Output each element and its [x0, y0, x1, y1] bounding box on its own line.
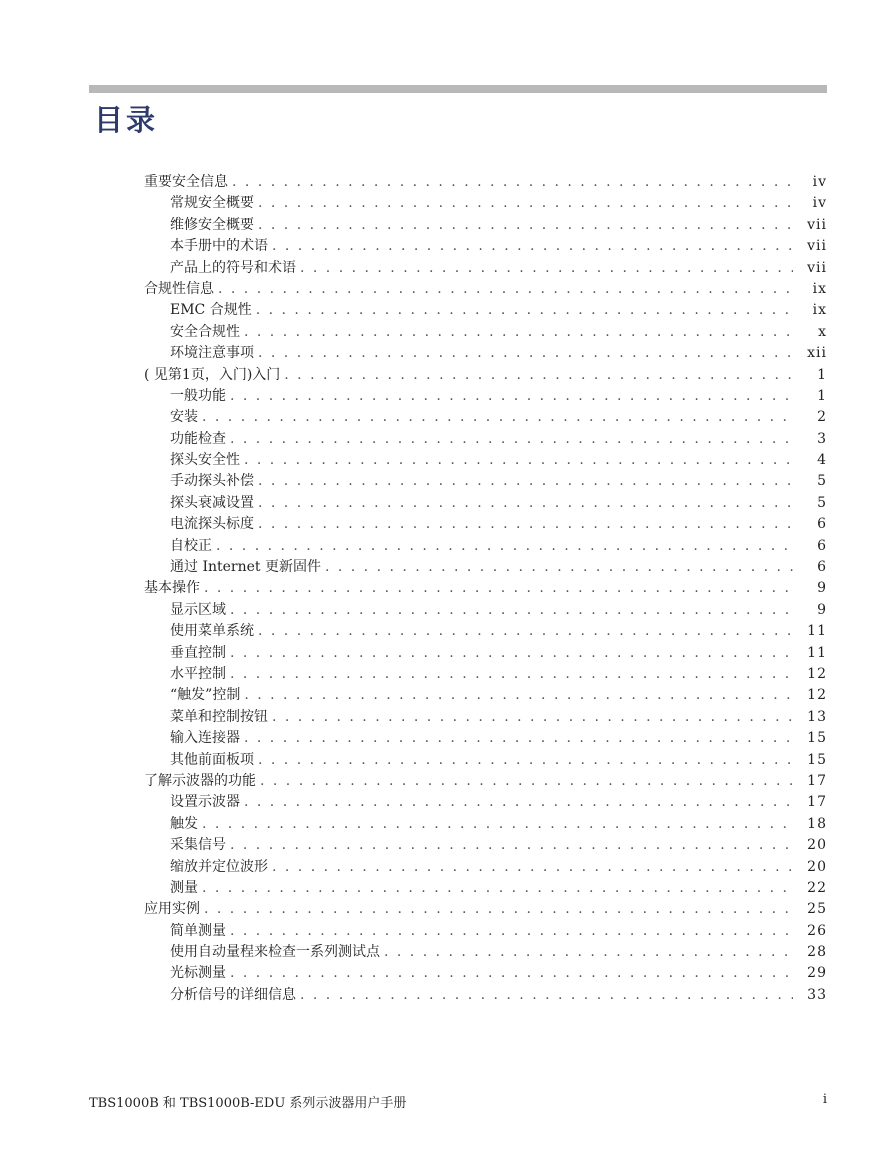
- toc-entry-label: 设置示波器: [170, 794, 240, 811]
- toc-entry[interactable]: [144, 300, 827, 321]
- toc-entry[interactable]: [144, 728, 827, 749]
- toc-entry-page: 1: [817, 366, 827, 383]
- toc-entry-label: 采集信号: [170, 837, 226, 854]
- toc-entry-label: 探头安全性: [170, 452, 240, 469]
- toc-entry-page: ix: [812, 302, 827, 319]
- toc-entry-page: 28: [807, 944, 827, 961]
- toc-entry[interactable]: [144, 493, 827, 514]
- toc-entry-label: 水平控制: [170, 665, 226, 682]
- toc-entry[interactable]: [144, 878, 827, 899]
- toc-dot-leader: [230, 835, 793, 856]
- toc-entry[interactable]: [144, 386, 827, 407]
- toc-dot-leader: [284, 365, 793, 386]
- toc-entry-label: 光标测量: [170, 965, 226, 982]
- toc-entry-page: 15: [807, 751, 827, 768]
- toc-entry[interactable]: [144, 835, 827, 856]
- toc-dot-leader: [272, 236, 793, 257]
- toc-entry[interactable]: [144, 899, 827, 920]
- toc-entry-page: 12: [807, 687, 827, 704]
- header-rule: [89, 85, 827, 93]
- toc-entry[interactable]: [144, 407, 827, 428]
- toc-dot-leader: [230, 643, 793, 664]
- toc-entry-page: 6: [817, 559, 827, 576]
- toc-dot-leader: [258, 493, 793, 514]
- toc-dot-leader: [204, 899, 793, 920]
- toc-entry-label: 简单测量: [170, 922, 226, 939]
- toc-entry[interactable]: [144, 921, 827, 942]
- toc-dot-leader: [244, 728, 793, 749]
- toc-entry-page: 5: [817, 494, 827, 511]
- toc-entry[interactable]: [144, 942, 827, 963]
- toc-entry-label: 缩放并定位波形: [170, 858, 268, 875]
- toc-entry-page: ix: [812, 280, 827, 297]
- toc-dot-leader: [244, 685, 793, 706]
- toc-entry-label: 菜单和控制按钮: [170, 708, 268, 725]
- toc-entry-label: 探头衰减设置: [170, 494, 254, 511]
- toc-entry-label: 垂直控制: [170, 644, 226, 661]
- toc-entry[interactable]: [144, 343, 827, 364]
- toc-dot-leader: [230, 386, 793, 407]
- toc-entry-label: 使用自动量程来检查一系列测试点: [170, 944, 380, 961]
- toc-entry-page: 11: [807, 623, 827, 640]
- toc-entry-page: iv: [812, 174, 827, 190]
- toc-entry[interactable]: [144, 258, 827, 279]
- toc-dot-leader: [230, 429, 793, 450]
- toc-entry-label: 应用实例: [144, 901, 200, 918]
- toc-dot-leader: [258, 621, 793, 642]
- toc-entry-page: 5: [817, 473, 827, 490]
- toc-entry-label: 环境注意事项: [170, 345, 254, 362]
- toc-entry-label: 基本操作: [144, 580, 200, 597]
- toc-entry-label: 显示区域: [170, 601, 226, 618]
- toc-entry-label: 了解示波器的功能: [144, 772, 256, 789]
- toc-entry-label: ( 见第1页，入门)入门: [144, 366, 281, 383]
- footer-manual-title: TBS1000B 和 TBS1000B-EDU 系列示波器用户手册: [89, 1096, 407, 1111]
- toc-entry[interactable]: [144, 985, 827, 1006]
- toc-entry[interactable]: [144, 750, 827, 771]
- toc-entry-page: 3: [817, 430, 827, 447]
- toc-entry-label: 输入连接器: [170, 730, 240, 747]
- toc-entry-label: 重要安全信息: [144, 174, 228, 190]
- toc-dot-leader: [230, 664, 793, 685]
- toc-entry[interactable]: [144, 707, 827, 728]
- toc-dot-leader: [202, 814, 793, 835]
- toc-entry-label: 测量: [170, 879, 198, 896]
- toc-dot-leader: [300, 258, 793, 279]
- toc-entry-label: 电流探头标度: [170, 516, 254, 533]
- toc-entry-label: 使用菜单系统: [170, 623, 254, 640]
- toc-entry-page: xii: [807, 345, 827, 362]
- toc-entry-page: vii: [807, 259, 827, 276]
- toc-dot-leader: [258, 343, 793, 364]
- toc-entry[interactable]: [144, 557, 827, 578]
- toc-entry-page: 12: [807, 665, 827, 682]
- toc-entry-page: 17: [807, 772, 827, 789]
- toc-entry-label: “触发”控制: [170, 687, 241, 704]
- toc-entry-page: 25: [807, 901, 827, 918]
- toc-entry-page: 29: [807, 965, 827, 982]
- toc-entry[interactable]: [144, 664, 827, 685]
- toc-dot-leader: [258, 215, 793, 236]
- toc-dot-leader: [230, 600, 793, 621]
- toc-dot-leader: [256, 300, 793, 321]
- toc-entry-page: 18: [807, 815, 827, 832]
- toc-entry-page: 9: [817, 601, 827, 618]
- toc-entry-label: 自校正: [170, 537, 212, 554]
- toc-entry-page: 17: [807, 794, 827, 811]
- toc-dot-leader: [232, 172, 793, 193]
- toc-entry-page: vii: [807, 216, 827, 233]
- toc-entry-label: EMC 合规性: [170, 302, 252, 319]
- toc-dot-leader: [384, 942, 793, 963]
- toc-entry[interactable]: [144, 536, 827, 557]
- toc-dot-leader: [258, 471, 793, 492]
- toc-entry-page: 20: [807, 858, 827, 875]
- toc-entry[interactable]: [144, 215, 827, 236]
- toc-entry-label: 安全合规性: [170, 323, 240, 340]
- toc-entry[interactable]: [144, 365, 827, 386]
- toc-entry-page: 6: [817, 516, 827, 533]
- toc-entry-label: 安装: [170, 409, 198, 426]
- toc-entry-label: 合规性信息: [144, 280, 214, 297]
- toc-entry-page: 11: [807, 644, 827, 661]
- toc-entry-label: 其他前面板项: [170, 751, 254, 768]
- toc-entry[interactable]: [144, 814, 827, 835]
- toc-dot-leader: [272, 857, 793, 878]
- toc-dot-leader: [300, 985, 793, 1006]
- toc-entry-page: vii: [807, 238, 827, 255]
- toc-entry[interactable]: [144, 450, 827, 471]
- toc-entry-label: 触发: [170, 815, 198, 832]
- toc-entry[interactable]: [144, 193, 827, 214]
- toc-entry-page: 9: [817, 580, 827, 597]
- toc-entry-page: 2: [817, 409, 827, 426]
- toc-entry[interactable]: [144, 172, 827, 193]
- toc-entry-label: 常规安全概要: [170, 195, 254, 212]
- toc-entry-page: 26: [807, 922, 827, 939]
- toc-entry-label: 维修安全概要: [170, 216, 254, 233]
- toc-dot-leader: [216, 536, 793, 557]
- toc-dot-leader: [244, 792, 793, 813]
- toc-dot-leader: [202, 878, 793, 899]
- toc-dot-leader: [244, 450, 793, 471]
- toc-entry-label: 功能检查: [170, 430, 226, 447]
- toc-entry-page: 20: [807, 837, 827, 854]
- toc-entry[interactable]: [144, 792, 827, 813]
- toc-entry-page: 15: [807, 730, 827, 747]
- toc-dot-leader: [202, 407, 793, 428]
- toc-entry[interactable]: [144, 578, 827, 599]
- toc-entry-label: 通过 Internet 更新固件: [170, 559, 321, 576]
- toc-dot-leader: [230, 921, 793, 942]
- toc-dot-leader: [258, 750, 793, 771]
- toc-entry[interactable]: [144, 279, 827, 300]
- toc-dot-leader: [272, 707, 793, 728]
- toc-entry-page: 33: [807, 986, 827, 1003]
- toc-entry[interactable]: [144, 857, 827, 878]
- toc-entry-page: 13: [807, 708, 827, 725]
- toc-dot-leader: [244, 322, 793, 343]
- toc-entry[interactable]: [144, 600, 827, 621]
- toc-dot-leader: [258, 514, 793, 535]
- toc-entry-label: 分析信号的详细信息: [170, 986, 296, 1003]
- toc-entry-page: 1: [817, 387, 827, 404]
- toc-entry[interactable]: [144, 621, 827, 642]
- toc-entry[interactable]: [144, 236, 827, 257]
- toc-entry[interactable]: [144, 685, 827, 706]
- toc-dot-leader: [260, 771, 793, 792]
- toc-entry-label: 一般功能: [170, 387, 226, 404]
- toc-entry[interactable]: [144, 322, 827, 343]
- toc-entry-page: 4: [817, 452, 827, 469]
- toc-dot-leader: [325, 557, 793, 578]
- toc-entry[interactable]: [144, 471, 827, 492]
- toc-entry[interactable]: [144, 643, 827, 664]
- footer-page-number: i: [822, 1092, 827, 1107]
- toc-entry-label: 手动探头补偿: [170, 473, 254, 490]
- toc-entry-page: x: [818, 323, 827, 340]
- toc-entry[interactable]: [144, 429, 827, 450]
- toc-entry-label: 产品上的符号和术语: [170, 259, 296, 276]
- toc-dot-leader: [258, 193, 793, 214]
- toc-entry[interactable]: [144, 963, 827, 984]
- toc-dot-leader: [218, 279, 793, 300]
- toc-entry[interactable]: [144, 514, 827, 535]
- toc-dot-leader: [204, 578, 793, 599]
- toc-entry-page: 6: [817, 537, 827, 554]
- table-of-contents: [144, 172, 827, 1006]
- page-title: 目录: [94, 103, 159, 137]
- toc-entry-page: 22: [807, 879, 827, 896]
- toc-entry-label: 本手册中的术语: [170, 238, 268, 255]
- toc-entry[interactable]: [144, 771, 827, 792]
- toc-entry-page: iv: [812, 195, 827, 212]
- toc-dot-leader: [230, 963, 793, 984]
